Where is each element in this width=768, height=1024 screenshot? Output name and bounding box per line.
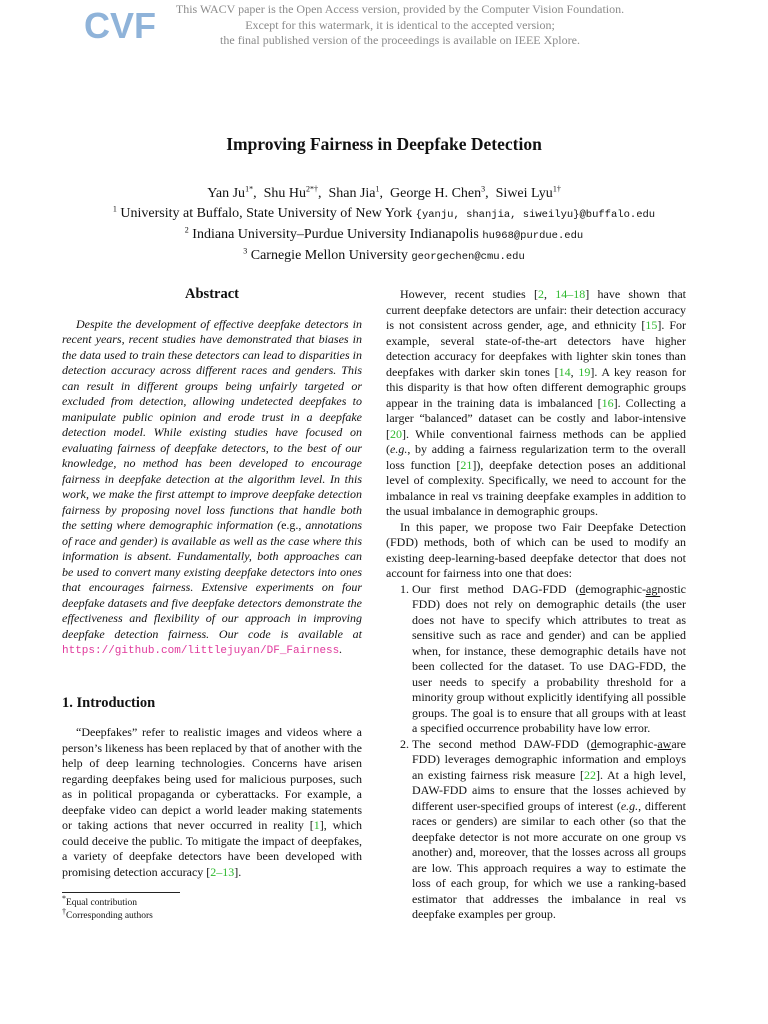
list-text: are FDD) leverages demographic information and employs an existing fairness risk measure [ xyxy=(412,736,686,782)
author-mark: 2*† xyxy=(305,184,318,194)
paragraph-text: ] have shown that current deepfake detectors are unfair: their detection accuracy is not consistent across gender, age, and ethnicity [ xyxy=(386,287,687,332)
introduction-paragraph xyxy=(62,725,362,880)
paragraph-text: “Deepfakes” refer to realistic images and videos where a person’s likeness has been replaced by that of another with the help of deep learning technologies. Concerns have arisen regarding deepfakes being used for malicious purposes, such as in political propaganda or cyberattacks. For example, a deepfake video can depict a world leader making statements or taking actions that never occurred in reality [ xyxy=(62,725,362,832)
author-name: Shu Hu xyxy=(263,186,306,201)
list-text: ]. At a high level, DAW-FDD aims to ensure that the losses achieved by different user-specified groups of interest ( xyxy=(412,767,686,813)
intro-paragraph-3: In this paper, we propose two Fair Deepfake Detection (FDD) methods, both of which can be used to modify an existing deep-learning-based deepfake detector that does not account for fairness into one that does: xyxy=(386,519,686,580)
abstract-eg: e.g. xyxy=(281,518,299,532)
paragraph-text: , xyxy=(570,364,579,379)
affiliation-name: Indiana University–Purdue University Indianapolis xyxy=(192,227,479,242)
citation-link[interactable]: 15 xyxy=(645,318,658,332)
affiliation-number: 2 xyxy=(184,225,189,235)
author-name: Shan Jia xyxy=(328,186,376,201)
logo-text: CVF xyxy=(84,5,156,46)
paragraph-text: , xyxy=(543,287,556,301)
list-text: The second method DAW-FDD ( xyxy=(412,736,591,751)
method-list-item-dag-fdd xyxy=(412,582,686,737)
footnote-rule xyxy=(62,892,180,893)
eg-italic: e.g. xyxy=(390,442,408,456)
footnote-corresponding xyxy=(62,906,362,923)
affiliation-number: 1 xyxy=(112,204,117,214)
paragraph-text: , by adding a fairness regularization term to the overall loss function [ xyxy=(386,442,686,472)
author-mark: 1 xyxy=(375,184,380,194)
list-text: nostic FDD) does not rely on demographic details ( xyxy=(412,581,686,611)
left-column xyxy=(62,287,362,880)
citation-link[interactable]: 21 xyxy=(460,457,473,472)
code-link[interactable]: https://github.com/littlejuyan/DF_Fairness xyxy=(62,645,340,657)
citation-link[interactable]: 16 xyxy=(601,395,614,410)
affiliation-2 xyxy=(0,225,768,246)
citation-link[interactable]: 14 xyxy=(558,364,571,379)
paragraph-text: However, recent studies [ xyxy=(400,287,538,301)
affiliation-email: {yanju, shanjia, siweilyu}@buffalo.edu xyxy=(415,209,656,221)
footnote-text: Equal contribution xyxy=(66,898,137,908)
citation-link[interactable]: 2–13 xyxy=(210,864,235,879)
abstract-text-part: , annotations of race and gender) is available as well as the case where this information is absent. Fundamentally, both approaches can be used to convert many existing deepfake detectors into ones that encourages fairness. Extensive experiments on four deepfake datasets and five deepfake detectors demonstrate the effectiveness and flexibility of our approach in improving deepfake detection fairness. Our code is available at xyxy=(62,518,363,641)
list-text: user does not have to specify which attributes to treat as sensitive such as race and gender) and can be applied when, for instance, these demographic details have not been collected for the dataset. To use DAG-FDD, the user needs to specify a probability threshold for a minority group without explicitly identifying all possible groups. The goal is to ensure that all groups with at least a specified occurrence probability have low error. xyxy=(412,597,686,735)
citation-link[interactable]: 22 xyxy=(583,767,596,782)
right-column xyxy=(386,287,686,923)
watermark xyxy=(150,2,650,49)
abstract-heading: Abstract xyxy=(185,286,239,302)
affiliation-number: 3 xyxy=(243,246,248,256)
introduction-heading: 1. Introduction xyxy=(62,694,156,711)
watermark-line-3: the final published version of the proceedings is available on IEEE Xplore. xyxy=(220,33,580,47)
footnote-equal xyxy=(62,893,362,910)
paragraph-text: ]. A key reason for this disparity is that how often different demographic groups appear in the training data is imbalanced [ xyxy=(386,364,687,410)
author-name: Siwei Lyu xyxy=(495,186,553,201)
paragraph-text: ], which could deceive the public. To mitigate the impact of deepfakes, a variety of deepfake detectors have been developed with promising detection accuracy [ xyxy=(62,818,363,879)
paragraph-text: ]. Collecting a larger “balanced” dataset can be costly and labor-intensive [ xyxy=(386,395,686,441)
list-text: , different races or genders) are similar to each other (so that the deepfake detector is not more accurate on one group vs another) and, moreover, that the losses across all groups are low. This approach requires a way to estimate the loss of each group, for which we use a ranking-based estimator that addresses the imbalance in real vs deepfake examples per group. xyxy=(412,798,687,921)
list-text: emographic- xyxy=(585,581,646,596)
paragraph-text: ]. While conventional fairness methods can be applied ( xyxy=(386,426,686,456)
underlined-letter: d xyxy=(579,581,586,596)
citation-link[interactable]: 2 xyxy=(537,287,544,301)
paragraph-text: ]), deepfake detection poses an additional level of complexity. Specifically, we need to account for the imbalance in real vs training deepfake examples in addition to the usual imbalance in demographic groups. xyxy=(386,457,686,518)
author-mark: 1† xyxy=(552,184,561,194)
author-mark: 1* xyxy=(245,184,254,194)
affiliation-name: Carnegie Mellon University xyxy=(250,248,408,263)
affiliation-1 xyxy=(0,204,768,225)
author-block xyxy=(0,184,768,267)
method-list xyxy=(386,582,686,923)
eg-italic: e.g. xyxy=(620,798,639,813)
footnote-text: Corresponding authors xyxy=(66,910,153,921)
abstract-text-end: . xyxy=(339,642,343,656)
list-text: emographic- xyxy=(596,736,658,751)
list-text: Our first method DAG-FDD ( xyxy=(412,581,580,596)
author-name: Yan Ju xyxy=(207,186,246,201)
intro-paragraph-2 xyxy=(386,287,686,520)
author-list: Yan $Ju^{1*}$, Shu $Hu^{2*\dagger}$, Shan Jia$^1$, George H. Chen$^3$, Siwei Lyu$^{1\dagger}$ xyxy=(207,184,561,201)
citation-link[interactable]: 19 xyxy=(578,364,591,379)
underlined-letters: ag xyxy=(646,581,658,596)
footnote-mark: * xyxy=(62,893,66,903)
author-name: George H. Chen xyxy=(390,186,482,201)
citation-link[interactable]: 20 xyxy=(390,426,402,441)
paper-title: Improving Fairness in Deepfake Detection xyxy=(226,134,542,154)
paragraph-text: ]. For example, several state-of-the-art detectors have higher detection accuracy for deepfakes with lighter skin tones than deepfakes with darker skin tones [ xyxy=(386,318,686,379)
affiliation-email: hu968@purdue.edu xyxy=(482,230,584,242)
citation-link[interactable]: 1 xyxy=(313,818,320,832)
abstract-text xyxy=(62,317,362,660)
affiliation-3 xyxy=(0,246,768,267)
method-list-item-daw-fdd xyxy=(412,737,686,923)
footnotes xyxy=(62,892,362,922)
overlined-text: $\overline{the}$ xyxy=(645,597,661,611)
watermark-line-1: This WACV paper is the Open Access version, provided by the Computer Vision Foundation. xyxy=(175,2,625,16)
abstract-text-part: Despite the development of effective deepfake detectors in recent years, recent studies have demonstrated that biases in the data used to train these detectors can lead to disparities in detection accuracy across different races and genders. This can result in different groups being unfairly targeted or excluded from detection, allowing undetected deepfakes to manipulate public opinion and erode trust in a deepfake detection model. While existing studies have focused on evaluating fairness of deepfake detectors, to the best of our knowledge, no method has been developed to encourage fairness in deepfake detection at the algorithm level. In this work, we make the first attempt to improve deepfake detection fairness by proposing novel loss functions that handle both the setting where demographic information ( xyxy=(62,316,362,532)
watermark-line-2: Except for this watermark, it is identical to the accepted version; xyxy=(245,17,555,32)
underlined-letters: aw xyxy=(657,736,672,751)
affiliation-name: University at Buffalo, State University of New York xyxy=(120,206,413,221)
paragraph-text: ]. xyxy=(234,864,242,879)
affiliation-email: georgechen@cmu.edu xyxy=(411,251,525,263)
footnote-mark: † xyxy=(62,906,66,916)
underlined-letter: d xyxy=(590,736,597,751)
cvf-logo xyxy=(84,4,156,46)
author-mark: 3 xyxy=(481,184,486,194)
citation-link[interactable]: 14–18 xyxy=(555,287,586,301)
